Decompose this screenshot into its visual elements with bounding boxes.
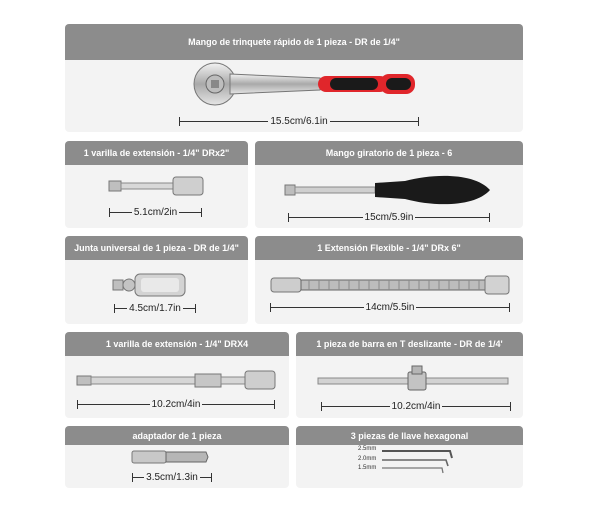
card-extension-4in	[65, 332, 289, 418]
spinner-handle-image	[285, 173, 495, 207]
flexible-extension-image	[271, 272, 511, 298]
ratchet-handle-image	[180, 60, 430, 108]
hex-size-label: 1.5mm	[358, 465, 377, 471]
dimension-line	[321, 401, 511, 411]
dimension-label: 15cm/5.9in	[364, 211, 414, 223]
card-flexible-extension	[255, 236, 523, 324]
card-adapter	[65, 426, 289, 488]
dimension-line	[109, 207, 202, 217]
dimension-label: 14cm/5.5in	[365, 301, 415, 313]
extension-bar-image	[77, 370, 277, 390]
card-spinner-handle	[255, 141, 523, 228]
universal-joint-image	[113, 272, 193, 298]
card-hex-keys	[296, 426, 523, 488]
dimension-label: 4.5cm/1.7in	[129, 302, 181, 314]
card-extension-2in	[65, 141, 248, 228]
dimension-line	[114, 303, 196, 313]
dimension-label: 5.1cm/2in	[133, 206, 178, 218]
card-title: adaptador de 1 pieza	[65, 426, 289, 445]
card-title: 1 Extensión Flexible - 1/4" DRx 6"	[255, 236, 523, 260]
dimension-label: 10.2cm/4in	[151, 398, 201, 410]
adapter-image	[132, 449, 208, 465]
card-title: 1 pieza de barra en T deslizante - DR de 1/4'	[296, 332, 523, 356]
card-universal-joint	[65, 236, 248, 324]
dimension-line	[132, 472, 212, 482]
dimension-label: 3.5cm/1.3in	[146, 471, 198, 483]
hex-size-label: 2.0mm	[358, 456, 377, 462]
hex-keys-image	[382, 448, 462, 476]
card-sliding-t-bar	[296, 332, 523, 418]
dimension-label: 15.5cm/6.1in	[270, 115, 328, 127]
card-title: 1 varilla de extensión - 1/4" DRX4	[65, 332, 289, 356]
card-ratchet	[65, 24, 523, 132]
card-title: 1 varilla de extensión - 1/4" DRx2"	[65, 141, 248, 165]
card-title: Junta universal de 1 pieza - DR de 1/4"	[65, 236, 248, 260]
card-title: Mango giratorio de 1 pieza - 6	[255, 141, 523, 165]
dimension-line	[179, 116, 419, 126]
sliding-t-bar-image	[318, 366, 508, 392]
dimension-label: 10.2cm/4in	[391, 400, 441, 412]
card-title: Mango de trinquete rápido de 1 pieza - DR de 1/4"	[65, 24, 523, 60]
card-title: 3 piezas de llave hexagonal	[296, 426, 523, 445]
dimension-line	[288, 212, 490, 222]
dimension-line	[270, 302, 510, 312]
dimension-line	[77, 399, 275, 409]
extension-bar-image	[109, 175, 209, 197]
hex-size-label: 2.5mm	[358, 446, 377, 452]
